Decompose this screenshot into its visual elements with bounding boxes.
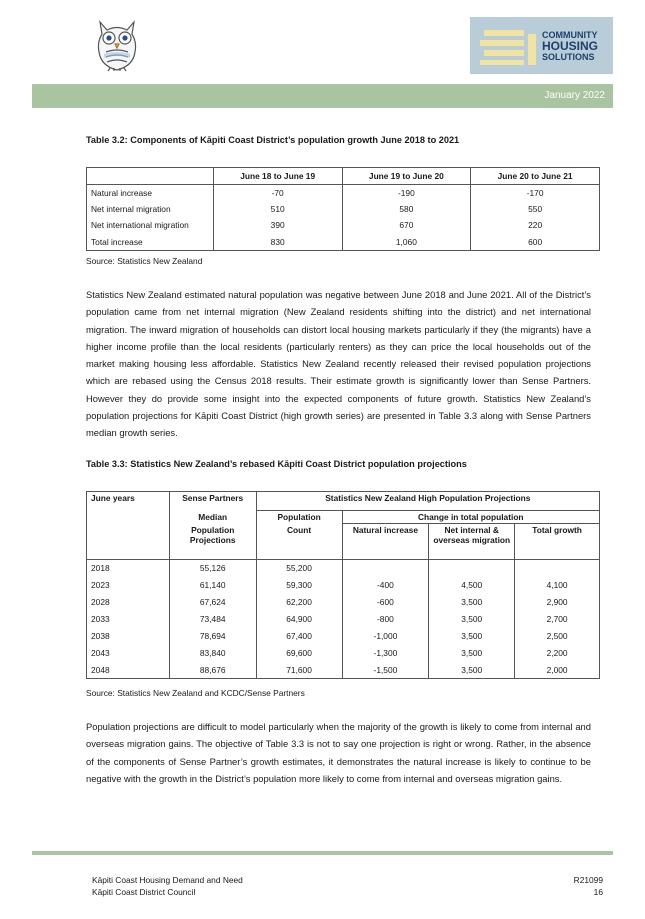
row-label: Net internal migration (87, 201, 214, 218)
table-cell: 83,840 (169, 645, 256, 662)
logo-text-housing: HOUSING (542, 39, 599, 54)
table-cell: 580 (342, 201, 471, 218)
column-header: Natural increase (342, 524, 429, 560)
table-cell: 67,400 (256, 628, 342, 645)
table-cell: 3,500 (429, 645, 515, 662)
column-header: Sense Partners (169, 492, 256, 511)
table-header-row (87, 511, 600, 524)
table-row (87, 217, 600, 234)
column-header: Median (169, 511, 256, 524)
body-paragraph-2: Population projections are difficult to model particularly when the majority of the growth is likely to come from internal and overseas migration gains. The objective of Table 3.3 is not to say one projection is right or wrong. Rather, in the absence of the components of Sense Partner’s growth estimates, it demonstrates the natural increase is likely to continue to be negative with the growth in the District’s population more likely to come from internal and overseas migration gains. (86, 721, 591, 784)
table-cell: 550 (471, 201, 600, 218)
table-cell: -1,300 (342, 645, 429, 662)
footer-left (92, 874, 243, 898)
row-label: Natural increase (87, 184, 214, 201)
page-number: 16 (593, 887, 603, 897)
table-cell: 2,500 (515, 628, 600, 645)
table-3-2-caption: Table 3.2: Components of Kāpiti Coast District’s population growth June 2018 to 2021 (86, 135, 460, 145)
table-cell: 3,500 (429, 662, 515, 679)
table-row (87, 234, 600, 251)
table-cell: 390 (213, 217, 342, 234)
footer-report-number: R21099 (573, 875, 603, 885)
table-cell: 2,200 (515, 645, 600, 662)
column-header: June 18 to June 19 (213, 168, 342, 185)
table-cell: 510 (213, 201, 342, 218)
table-cell: 830 (213, 234, 342, 251)
column-header: Population (256, 511, 342, 524)
column-header: June years (87, 492, 170, 511)
column-header: Change in total population (342, 511, 600, 524)
table-row (87, 560, 600, 577)
table-3-3 (86, 491, 600, 679)
column-header: Count (256, 524, 342, 560)
row-label: Net international migration (87, 217, 214, 234)
column-header: June 19 to June 20 (342, 168, 471, 185)
table-cell: 71,600 (256, 662, 342, 679)
table-3-2-source: Source: Statistics New Zealand (86, 256, 203, 266)
column-header: Population Projections (169, 524, 256, 560)
table-3-2 (86, 167, 600, 251)
table-cell: 69,600 (256, 645, 342, 662)
body-paragraph-1: Statistics New Zealand estimated natural population was negative between June 2018 and June 2021. All of the District’s population came from net internal migration (New Zealand residents shifting into the district) and net international migration. The inward migration of households can distort local housing markets particularly if they (the migrants) have a higher income profile than the local residents (particularly renters) as they can price the local households out of the market making housing less affordable. Statistics New Zealand recently released their revised population projections which are rebased using the Census 2018 results. Their estimate growth is significantly lower than Sense Partners. However they do provide some insight into the expected components of future growth. Statistics New Zealand’s population projections for Kāpiti Coast District (high growth series) are presented in Table 3.3 along with Sense Partners median growth series. (86, 289, 591, 439)
house-stripes-icon (478, 26, 542, 66)
table-header-row (87, 168, 600, 185)
table-cell: 4,500 (429, 577, 515, 594)
year-cell: 2043 (87, 645, 170, 662)
table-cell: -800 (342, 611, 429, 628)
column-header: Total growth (515, 524, 600, 560)
table-cell: 88,676 (169, 662, 256, 679)
table-cell: 67,624 (169, 594, 256, 611)
table-cell: -1,000 (342, 628, 429, 645)
table-cell (515, 560, 600, 577)
table-row (87, 184, 600, 201)
table-cell: 3,500 (429, 611, 515, 628)
table-cell: 2,700 (515, 611, 600, 628)
logo-text-community: COMMUNITY (542, 30, 598, 40)
table-cell: 4,100 (515, 577, 600, 594)
header-bar (32, 84, 613, 108)
footer-right (574, 874, 603, 898)
table-cell: -1,500 (342, 662, 429, 679)
table-header-row (87, 524, 600, 560)
header-date: January 2022 (544, 90, 605, 101)
table-header-row (87, 492, 600, 511)
table-row (87, 594, 600, 611)
table-cell: 64,900 (256, 611, 342, 628)
column-header: June 20 to June 21 (471, 168, 600, 185)
table-cell: 62,200 (256, 594, 342, 611)
table-row (87, 662, 600, 679)
table-cell: -600 (342, 594, 429, 611)
table-row (87, 645, 600, 662)
table-cell: 2,000 (515, 662, 600, 679)
table-cell: 61,140 (169, 577, 256, 594)
row-label: Total increase (87, 234, 214, 251)
table-cell: 2,900 (515, 594, 600, 611)
table-row (87, 201, 600, 218)
table-3-3-source: Source: Statistics New Zealand and KCDC/Sense Partners (86, 688, 305, 698)
table-cell: 1,060 (342, 234, 471, 251)
table-cell: 59,300 (256, 577, 342, 594)
owl-logo-icon (92, 14, 142, 74)
footer-client: Kāpiti Coast District Council (92, 887, 196, 897)
table-cell: 73,484 (169, 611, 256, 628)
table-cell: -70 (213, 184, 342, 201)
year-cell: 2018 (87, 560, 170, 577)
community-housing-solutions-logo (470, 17, 613, 74)
year-cell: 2048 (87, 662, 170, 679)
table-cell: 3,500 (429, 628, 515, 645)
year-cell: 2038 (87, 628, 170, 645)
table-3-3-caption: Table 3.3: Statistics New Zealand’s rebased Kāpiti Coast District population projections (86, 459, 467, 469)
table-cell: 600 (471, 234, 600, 251)
table-cell: 55,200 (256, 560, 342, 577)
footer-bar (32, 851, 613, 855)
table-cell: -190 (342, 184, 471, 201)
column-header (87, 168, 214, 185)
logo-text-solutions: SOLUTIONS (542, 52, 595, 63)
table-cell: 220 (471, 217, 600, 234)
table-cell (429, 560, 515, 577)
footer-report-title: Kāpiti Coast Housing Demand and Need (92, 875, 243, 885)
table-cell: -170 (471, 184, 600, 201)
table-cell: 55,126 (169, 560, 256, 577)
column-header: Net internal & overseas migration (429, 524, 515, 560)
year-cell: 2028 (87, 594, 170, 611)
year-cell: 2023 (87, 577, 170, 594)
year-cell: 2033 (87, 611, 170, 628)
column-header: Statistics New Zealand High Population Projections (256, 492, 599, 511)
table-cell: 3,500 (429, 594, 515, 611)
table-row (87, 628, 600, 645)
table-row (87, 577, 600, 594)
table-row (87, 611, 600, 628)
table-cell (342, 560, 429, 577)
table-cell: 670 (342, 217, 471, 234)
table-cell: 78,694 (169, 628, 256, 645)
table-cell: -400 (342, 577, 429, 594)
